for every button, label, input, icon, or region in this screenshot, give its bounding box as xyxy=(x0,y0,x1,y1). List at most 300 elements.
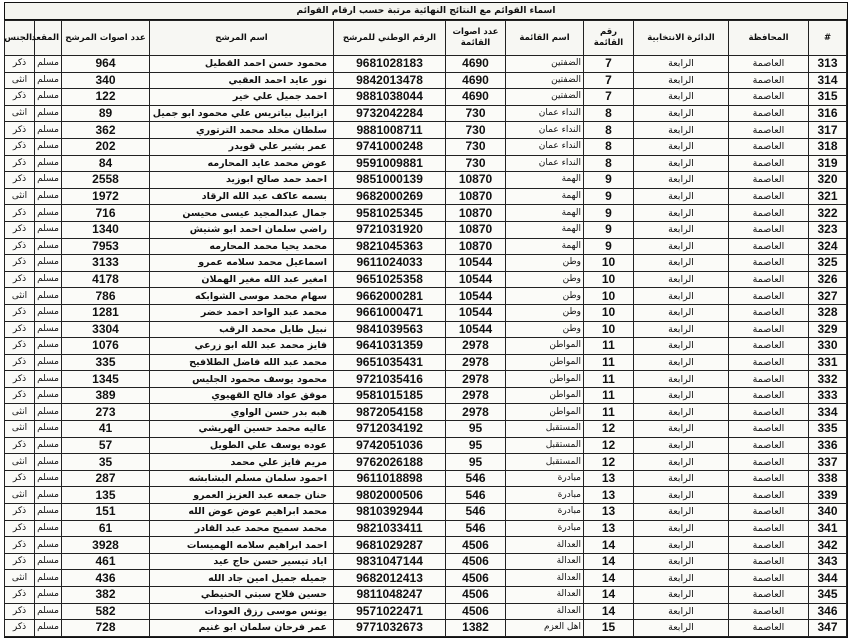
seat-cell: مسلم xyxy=(35,454,62,471)
seat-cell: مسلم xyxy=(35,470,62,487)
gender-cell: ذكر xyxy=(5,221,35,238)
row-number: 341 xyxy=(809,520,847,537)
seat-cell: مسلم xyxy=(35,553,62,570)
row-number: 339 xyxy=(809,487,847,504)
candidate-votes-cell: 273 xyxy=(62,404,150,421)
governorate-cell: العاصمة xyxy=(729,371,809,388)
candidate-votes-cell: 202 xyxy=(62,138,150,155)
governorate-cell: العاصمة xyxy=(729,122,809,139)
gender-cell: انثى xyxy=(5,404,35,421)
candidate-votes-cell: 61 xyxy=(62,520,150,537)
list-number-cell: 13 xyxy=(584,487,634,504)
row-number: 333 xyxy=(809,387,847,404)
gender-cell: انثى xyxy=(5,487,35,504)
district-cell: الرابعة xyxy=(634,603,729,620)
table-row xyxy=(5,205,847,222)
list-votes-cell: 546 xyxy=(446,470,506,487)
seat-cell: مسلم xyxy=(35,172,62,189)
table-row xyxy=(5,122,847,139)
gender-cell: ذكر xyxy=(5,504,35,521)
list-votes-cell: 10870 xyxy=(446,238,506,255)
list-votes-cell: 546 xyxy=(446,487,506,504)
district-cell: الرابعة xyxy=(634,304,729,321)
list-name-cell: مبادرة xyxy=(506,520,584,537)
district-cell: الرابعة xyxy=(634,72,729,89)
list-votes-cell: 4506 xyxy=(446,603,506,620)
table-row xyxy=(5,404,847,421)
candidate-name-cell: هبه بدر حسن الواوي xyxy=(150,404,334,421)
candidate-name-cell: مريم فايز علي محمد xyxy=(150,454,334,471)
candidate-name-cell: محمود حسن احمد القطيل xyxy=(150,56,334,73)
gender-cell: ذكر xyxy=(5,537,35,554)
seat-cell: مسلم xyxy=(35,404,62,421)
list-name-cell: وطن xyxy=(506,321,584,338)
list-number-cell: 9 xyxy=(584,205,634,222)
governorate-cell: العاصمة xyxy=(729,487,809,504)
seat-cell: مسلم xyxy=(35,155,62,172)
national-id-cell: 9881038044 xyxy=(334,89,446,106)
district-cell: الرابعة xyxy=(634,255,729,272)
gender-cell: ذكر xyxy=(5,238,35,255)
seat-cell: مسلم xyxy=(35,122,62,139)
national-id-cell: 9811048247 xyxy=(334,587,446,604)
governorate-cell: العاصمة xyxy=(729,387,809,404)
table-header xyxy=(5,21,847,56)
list-number-cell: 12 xyxy=(584,454,634,471)
candidate-votes-cell: 786 xyxy=(62,288,150,305)
list-name-cell: الهمة xyxy=(506,221,584,238)
list-votes-cell: 2978 xyxy=(446,371,506,388)
gender-cell: ذكر xyxy=(5,172,35,189)
candidate-votes-cell: 436 xyxy=(62,570,150,587)
seat-cell: مسلم xyxy=(35,205,62,222)
list-number-cell: 11 xyxy=(584,354,634,371)
list-name-cell: الهمة xyxy=(506,205,584,222)
table-row xyxy=(5,221,847,238)
gender-cell: ذكر xyxy=(5,205,35,222)
row-number: 326 xyxy=(809,271,847,288)
list-number-cell: 11 xyxy=(584,404,634,421)
list-name-cell: المواطن xyxy=(506,338,584,355)
candidate-votes-cell: 35 xyxy=(62,454,150,471)
table-row xyxy=(5,421,847,438)
candidate-name-cell: بسمه عاكف عبد الله الرقاد xyxy=(150,188,334,205)
governorate-cell: العاصمة xyxy=(729,221,809,238)
candidate-name-cell: محمود يوسف محمود الجليس xyxy=(150,371,334,388)
governorate-cell: العاصمة xyxy=(729,504,809,521)
row-number: 314 xyxy=(809,72,847,89)
national-id-cell: 9581015185 xyxy=(334,387,446,404)
list-votes-cell: 4506 xyxy=(446,587,506,604)
governorate-cell: العاصمة xyxy=(729,354,809,371)
seat-cell: مسلم xyxy=(35,520,62,537)
candidate-votes-cell: 1281 xyxy=(62,304,150,321)
gender-cell: انثى xyxy=(5,570,35,587)
national-id-cell: 9641031359 xyxy=(334,338,446,355)
row-number: 336 xyxy=(809,437,847,454)
table-row xyxy=(5,172,847,189)
governorate-cell: العاصمة xyxy=(729,271,809,288)
governorate-cell: العاصمة xyxy=(729,105,809,122)
district-cell: الرابعة xyxy=(634,620,729,637)
list-number-cell: 10 xyxy=(584,288,634,305)
candidate-votes-cell: 461 xyxy=(62,553,150,570)
candidate-votes-cell: 2558 xyxy=(62,172,150,189)
list-name-cell: المستقبل xyxy=(506,437,584,454)
candidate-votes-cell: 151 xyxy=(62,504,150,521)
list-number-cell: 14 xyxy=(584,587,634,604)
list-votes-cell: 2978 xyxy=(446,404,506,421)
candidate-votes-cell: 716 xyxy=(62,205,150,222)
table-row xyxy=(5,321,847,338)
candidate-name-cell: يونس موسى رزق العودات xyxy=(150,603,334,620)
district-cell: الرابعة xyxy=(634,504,729,521)
candidate-name-cell: احمد حمد صالح ابوزيد xyxy=(150,172,334,189)
candidate-name-cell: عمر بشير علي قويدر xyxy=(150,138,334,155)
table-row xyxy=(5,138,847,155)
row-number: 330 xyxy=(809,338,847,355)
list-votes-cell: 10870 xyxy=(446,205,506,222)
table-row xyxy=(5,354,847,371)
district-cell: الرابعة xyxy=(634,105,729,122)
national-id-cell: 9881008711 xyxy=(334,122,446,139)
table-row xyxy=(5,271,847,288)
district-cell: الرابعة xyxy=(634,487,729,504)
list-name-cell: المواطن xyxy=(506,371,584,388)
seat-cell: مسلم xyxy=(35,437,62,454)
list-votes-cell: 546 xyxy=(446,504,506,521)
list-name-cell: وطن xyxy=(506,271,584,288)
governorate-cell: العاصمة xyxy=(729,570,809,587)
row-number: 318 xyxy=(809,138,847,155)
gender-cell: ذكر xyxy=(5,520,35,537)
row-number: 321 xyxy=(809,188,847,205)
seat-cell: مسلم xyxy=(35,504,62,521)
list-number-cell: 12 xyxy=(584,421,634,438)
candidate-name-cell: عوده يوسف علي الطويل xyxy=(150,437,334,454)
table-row xyxy=(5,338,847,355)
list-number-cell: 7 xyxy=(584,56,634,73)
national-id-cell: 9681029287 xyxy=(334,537,446,554)
district-cell: الرابعة xyxy=(634,271,729,288)
district-cell: الرابعة xyxy=(634,321,729,338)
row-number: 324 xyxy=(809,238,847,255)
gender-cell: ذكر xyxy=(5,387,35,404)
list-name-cell: الهمة xyxy=(506,238,584,255)
governorate-cell: العاصمة xyxy=(729,56,809,73)
list-votes-cell: 2978 xyxy=(446,354,506,371)
row-number: 338 xyxy=(809,470,847,487)
governorate-cell: العاصمة xyxy=(729,603,809,620)
list-name-cell: الضفتين xyxy=(506,56,584,73)
table-row xyxy=(5,553,847,570)
results-table xyxy=(4,20,847,637)
seat-cell: مسلم xyxy=(35,221,62,238)
national-id-cell: 9842013478 xyxy=(334,72,446,89)
seat-cell: مسلم xyxy=(35,56,62,73)
row-number: 342 xyxy=(809,537,847,554)
list-votes-cell: 10544 xyxy=(446,304,506,321)
list-name-cell: وطن xyxy=(506,255,584,272)
governorate-cell: العاصمة xyxy=(729,205,809,222)
table-row xyxy=(5,371,847,388)
district-cell: الرابعة xyxy=(634,354,729,371)
national-id-cell: 9831047144 xyxy=(334,553,446,570)
table-row xyxy=(5,72,847,89)
candidate-name-cell: محمد يحيا محمد المحارمه xyxy=(150,238,334,255)
seat-cell: مسلم xyxy=(35,138,62,155)
candidate-votes-cell: 335 xyxy=(62,354,150,371)
seat-cell: مسلم xyxy=(35,421,62,438)
national-id-cell: 9611024033 xyxy=(334,255,446,272)
gender-cell: انثى xyxy=(5,72,35,89)
table-row xyxy=(5,304,847,321)
national-id-cell: 9841039563 xyxy=(334,321,446,338)
seat-cell: مسلم xyxy=(35,321,62,338)
gender-cell: ذكر xyxy=(5,255,35,272)
list-votes-cell: 4506 xyxy=(446,553,506,570)
list-votes-cell: 730 xyxy=(446,138,506,155)
list-number-cell: 12 xyxy=(584,437,634,454)
national-id-cell: 9571022471 xyxy=(334,603,446,620)
candidate-name-cell: احمد ابراهيم سلامه الهميسات xyxy=(150,537,334,554)
candidate-name-cell: موفق عواد فالح القهيوي xyxy=(150,387,334,404)
seat-cell: مسلم xyxy=(35,387,62,404)
candidate-votes-cell: 1345 xyxy=(62,371,150,388)
gender-cell: ذكر xyxy=(5,138,35,155)
table-row xyxy=(5,570,847,587)
national-id-cell: 9591009881 xyxy=(334,155,446,172)
list-number-cell: 14 xyxy=(584,537,634,554)
governorate-cell: العاصمة xyxy=(729,288,809,305)
candidate-name-cell: محمد سميح محمد عبد القادر xyxy=(150,520,334,537)
list-name-cell: مبادرة xyxy=(506,470,584,487)
national-id-cell: 9662000281 xyxy=(334,288,446,305)
list-votes-cell: 10544 xyxy=(446,288,506,305)
list-votes-cell: 10870 xyxy=(446,221,506,238)
list-name-cell: النداء عمان xyxy=(506,105,584,122)
list-number-cell: 10 xyxy=(584,321,634,338)
candidate-name-cell: اياد تيسير حسن حاج عيد xyxy=(150,553,334,570)
list-number-cell: 14 xyxy=(584,553,634,570)
candidate-votes-cell: 582 xyxy=(62,603,150,620)
list-number-cell: 9 xyxy=(584,221,634,238)
seat-cell: مسلم xyxy=(35,89,62,106)
national-id-cell: 9771032673 xyxy=(334,620,446,637)
national-id-cell: 9872054158 xyxy=(334,404,446,421)
seat-cell: مسلم xyxy=(35,620,62,637)
list-name-cell: الهمة xyxy=(506,188,584,205)
header-candidate-votes: عدد اصوات المرشح xyxy=(62,21,150,56)
row-number: 332 xyxy=(809,371,847,388)
list-votes-cell: 10870 xyxy=(446,172,506,189)
candidate-name-cell: اسماعيل محمد سلامه عمرو xyxy=(150,255,334,272)
seat-cell: مسلم xyxy=(35,487,62,504)
list-votes-cell: 730 xyxy=(446,122,506,139)
national-id-cell: 9762026188 xyxy=(334,454,446,471)
candidate-name-cell: جمال عبدالمجيد عيسى محيسن xyxy=(150,205,334,222)
gender-cell: ذكر xyxy=(5,603,35,620)
candidate-name-cell: محمد عبد الله فاضل الطلافيح xyxy=(150,354,334,371)
district-cell: الرابعة xyxy=(634,387,729,404)
list-votes-cell: 1382 xyxy=(446,620,506,637)
candidate-votes-cell: 389 xyxy=(62,387,150,404)
row-number: 323 xyxy=(809,221,847,238)
list-name-cell: العدالة xyxy=(506,537,584,554)
list-votes-cell: 10544 xyxy=(446,255,506,272)
header-seat: المقعد xyxy=(35,21,62,56)
list-votes-cell: 95 xyxy=(446,454,506,471)
list-number-cell: 8 xyxy=(584,122,634,139)
candidate-votes-cell: 1076 xyxy=(62,338,150,355)
seat-cell: مسلم xyxy=(35,338,62,355)
list-name-cell: مبادرة xyxy=(506,504,584,521)
row-number: 315 xyxy=(809,89,847,106)
header-national-id: الرقم الوطني للمرشح xyxy=(334,21,446,56)
district-cell: الرابعة xyxy=(634,221,729,238)
header-list-name: اسم القائمة xyxy=(506,21,584,56)
header-gender: الجنس xyxy=(5,21,35,56)
governorate-cell: العاصمة xyxy=(729,255,809,272)
candidate-name-cell: فايز محمد عبد الله ابو زرعي xyxy=(150,338,334,355)
district-cell: الرابعة xyxy=(634,138,729,155)
gender-cell: ذكر xyxy=(5,304,35,321)
list-votes-cell: 4506 xyxy=(446,570,506,587)
list-votes-cell: 2978 xyxy=(446,338,506,355)
list-number-cell: 7 xyxy=(584,89,634,106)
list-number-cell: 9 xyxy=(584,188,634,205)
header-candidate-name: اسم المرشح xyxy=(150,21,334,56)
district-cell: الرابعة xyxy=(634,520,729,537)
governorate-cell: العاصمة xyxy=(729,304,809,321)
list-name-cell: النداء عمان xyxy=(506,155,584,172)
national-id-cell: 9721031920 xyxy=(334,221,446,238)
district-cell: الرابعة xyxy=(634,570,729,587)
table-row xyxy=(5,105,847,122)
row-number: 343 xyxy=(809,553,847,570)
table-row xyxy=(5,620,847,637)
governorate-cell: العاصمة xyxy=(729,188,809,205)
governorate-cell: العاصمة xyxy=(729,172,809,189)
national-id-cell: 9732042284 xyxy=(334,105,446,122)
national-id-cell: 9851000139 xyxy=(334,172,446,189)
candidate-name-cell: احمد جميل علي خير xyxy=(150,89,334,106)
table-row xyxy=(5,188,847,205)
governorate-cell: العاصمة xyxy=(729,553,809,570)
list-number-cell: 10 xyxy=(584,271,634,288)
governorate-cell: العاصمة xyxy=(729,138,809,155)
seat-cell: مسلم xyxy=(35,587,62,604)
national-id-cell: 9682012413 xyxy=(334,570,446,587)
candidate-name-cell: جميله جميل امين جاد الله xyxy=(150,570,334,587)
district-cell: الرابعة xyxy=(634,89,729,106)
candidate-name-cell: عاليه محمد حسين الهريشي xyxy=(150,421,334,438)
gender-cell: ذكر xyxy=(5,620,35,637)
row-number: 334 xyxy=(809,404,847,421)
national-id-cell: 9802000506 xyxy=(334,487,446,504)
candidate-name-cell: حنان جمعه عبد العزيز العمرو xyxy=(150,487,334,504)
results-sheet xyxy=(4,2,848,638)
document-title: اسماء القوائم مع النتائج النهائية مرتبة حسب ارقام القوائم xyxy=(5,3,847,20)
row-number: 347 xyxy=(809,620,847,637)
gender-cell: انثى xyxy=(5,421,35,438)
candidate-votes-cell: 3928 xyxy=(62,537,150,554)
table-row xyxy=(5,255,847,272)
row-number: 320 xyxy=(809,172,847,189)
list-votes-cell: 10544 xyxy=(446,321,506,338)
candidate-name-cell: راضي سلمان احمد ابو شنيش xyxy=(150,221,334,238)
candidate-votes-cell: 4178 xyxy=(62,271,150,288)
list-number-cell: 8 xyxy=(584,105,634,122)
district-cell: الرابعة xyxy=(634,155,729,172)
candidate-name-cell: سهام محمد موسى الشوابكه xyxy=(150,288,334,305)
gender-cell: انثى xyxy=(5,288,35,305)
table-row xyxy=(5,155,847,172)
national-id-cell: 9681028183 xyxy=(334,56,446,73)
district-cell: الرابعة xyxy=(634,587,729,604)
district-cell: الرابعة xyxy=(634,454,729,471)
seat-cell: مسلم xyxy=(35,371,62,388)
row-number: 345 xyxy=(809,587,847,604)
list-name-cell: المواطن xyxy=(506,387,584,404)
candidate-name-cell: عوض محمد عايد المحارمه xyxy=(150,155,334,172)
list-name-cell: وطن xyxy=(506,288,584,305)
district-cell: الرابعة xyxy=(634,553,729,570)
candidate-votes-cell: 287 xyxy=(62,470,150,487)
governorate-cell: العاصمة xyxy=(729,89,809,106)
list-votes-cell: 95 xyxy=(446,421,506,438)
table-row xyxy=(5,603,847,620)
national-id-cell: 9821045363 xyxy=(334,238,446,255)
list-name-cell: النداء عمان xyxy=(506,138,584,155)
national-id-cell: 9712034192 xyxy=(334,421,446,438)
seat-cell: مسلم xyxy=(35,537,62,554)
header-list-number: رقم القائمة xyxy=(584,21,634,56)
district-cell: الرابعة xyxy=(634,56,729,73)
header-number: # xyxy=(809,21,847,56)
list-name-cell: اهل العزم xyxy=(506,620,584,637)
gender-cell: ذكر xyxy=(5,470,35,487)
row-number: 328 xyxy=(809,304,847,321)
candidate-name-cell: حسين فلاح سبتي الحنيطي xyxy=(150,587,334,604)
row-number: 327 xyxy=(809,288,847,305)
candidate-votes-cell: 57 xyxy=(62,437,150,454)
header-governorate: المحافظة xyxy=(729,21,809,56)
national-id-cell: 9651035431 xyxy=(334,354,446,371)
seat-cell: مسلم xyxy=(35,188,62,205)
list-name-cell: الهمة xyxy=(506,172,584,189)
list-number-cell: 10 xyxy=(584,255,634,272)
row-number: 337 xyxy=(809,454,847,471)
governorate-cell: العاصمة xyxy=(729,155,809,172)
governorate-cell: العاصمة xyxy=(729,470,809,487)
row-number: 319 xyxy=(809,155,847,172)
candidate-votes-cell: 3133 xyxy=(62,255,150,272)
list-number-cell: 7 xyxy=(584,72,634,89)
table-row xyxy=(5,504,847,521)
candidate-votes-cell: 1972 xyxy=(62,188,150,205)
gender-cell: ذكر xyxy=(5,587,35,604)
district-cell: الرابعة xyxy=(634,338,729,355)
header-district: الدائرة الانتخابية xyxy=(634,21,729,56)
national-id-cell: 9821033411 xyxy=(334,520,446,537)
national-id-cell: 9581025345 xyxy=(334,205,446,222)
list-number-cell: 8 xyxy=(584,138,634,155)
table-row xyxy=(5,520,847,537)
candidate-votes-cell: 964 xyxy=(62,56,150,73)
seat-cell: مسلم xyxy=(35,288,62,305)
list-votes-cell: 95 xyxy=(446,437,506,454)
